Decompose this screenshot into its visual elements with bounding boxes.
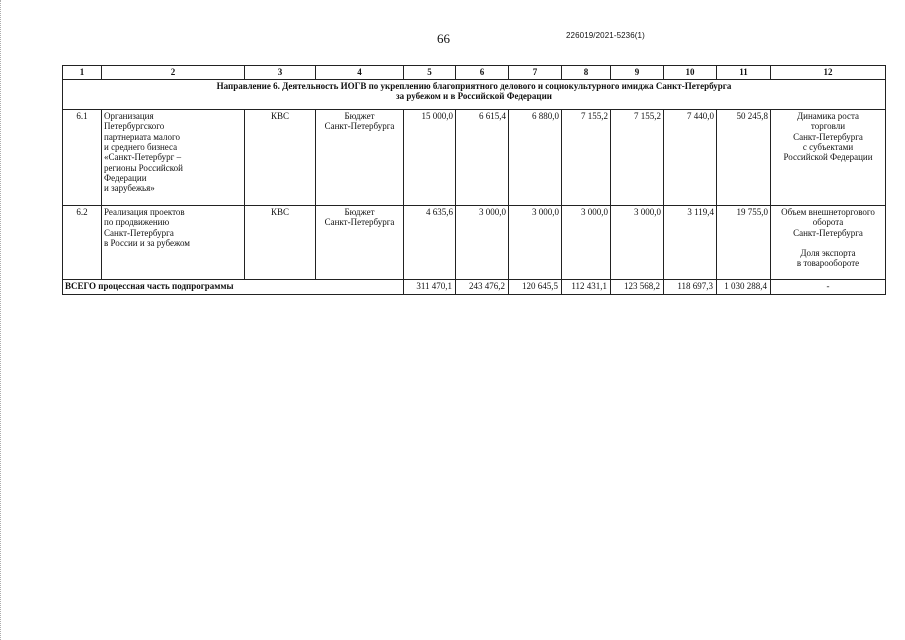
text-line: с субъектами — [802, 142, 854, 153]
value-cell: 3 000,0 — [562, 206, 611, 280]
row-number: 6.1 — [63, 110, 102, 206]
total-row — [63, 280, 886, 295]
activity-name — [102, 206, 245, 280]
text-line: Федерации — [104, 173, 147, 184]
text-line: Санкт-Петербурга — [793, 131, 863, 142]
column-header: 2 — [102, 66, 245, 80]
text-line: регионы Российской — [104, 162, 183, 173]
direction-title-line: Направление 6. Деятельность ИОГВ по укреплению благоприятного делового и социокультурного имиджа Санкт-Петербурга — [216, 81, 732, 91]
column-header: 8 — [562, 66, 611, 80]
funding-source — [316, 206, 404, 280]
total-label: ВСЕГО процессная часть подпрограммы — [63, 280, 404, 295]
value-cell: 19 755,0 — [717, 206, 771, 280]
text-line: оборота — [812, 217, 844, 228]
column-number-row — [63, 66, 886, 80]
text-line: торговли — [810, 121, 846, 132]
text-line — [773, 238, 883, 248]
table-row — [63, 110, 886, 206]
text-line: Бюджет — [344, 111, 375, 121]
value-cell: 3 000,0 — [456, 206, 509, 280]
value-cell: 15 000,0 — [404, 110, 456, 206]
total-value: 112 431,1 — [562, 280, 611, 295]
text-line: Объем внешнеторгового — [781, 207, 875, 217]
text-line: Петербургского — [104, 121, 165, 132]
column-header: 3 — [245, 66, 316, 80]
text-line: и среднего бизнеса — [104, 142, 178, 153]
text-line: и зарубежья» — [104, 183, 155, 194]
text-line: по продвижению — [104, 217, 170, 228]
text-line: Динамика роста — [796, 111, 859, 121]
value-cell: 7 155,2 — [611, 110, 664, 206]
text-line: Санкт-Петербурга — [793, 227, 863, 238]
page-number: 66 — [437, 31, 450, 46]
total-indicator: - — [771, 280, 886, 295]
total-value: 123 568,2 — [611, 280, 664, 295]
indicator — [771, 110, 886, 206]
direction-title-line: за рубежом и в Российской Федерации — [396, 91, 552, 102]
column-header: 7 — [509, 66, 562, 80]
text-line: «Санкт-Петербург – — [104, 152, 182, 163]
value-cell: 3 000,0 — [509, 206, 562, 280]
column-header: 11 — [717, 66, 771, 80]
column-header: 9 — [611, 66, 664, 80]
total-value: 120 645,5 — [509, 280, 562, 295]
text-line: партнериата малого — [104, 131, 180, 142]
value-cell: 7 155,2 — [562, 110, 611, 206]
text-line: Санкт-Петербурга — [324, 121, 395, 132]
executor: КВС — [245, 206, 316, 280]
text-line: Доля экспорта — [800, 248, 856, 259]
text-line: в товарообороте — [796, 258, 860, 269]
text-line: Российской Федерации — [783, 152, 873, 163]
indicator — [771, 206, 886, 280]
activity-name — [102, 110, 245, 206]
column-header: 10 — [664, 66, 717, 80]
value-cell: 50 245,8 — [717, 110, 771, 206]
row-number: 6.2 — [63, 206, 102, 280]
text-line: Бюджет — [344, 207, 375, 217]
value-cell: 7 440,0 — [664, 110, 717, 206]
text-line: Санкт-Петербурга — [104, 227, 174, 238]
value-cell: 6 615,4 — [456, 110, 509, 206]
total-value: 243 476,2 — [456, 280, 509, 295]
value-cell: 6 880,0 — [509, 110, 562, 206]
funding-source — [316, 110, 404, 206]
column-header: 6 — [456, 66, 509, 80]
executor: КВС — [245, 110, 316, 206]
column-header: 5 — [404, 66, 456, 80]
total-value: 1 030 288,4 — [717, 280, 771, 295]
value-cell: 3 000,0 — [611, 206, 664, 280]
value-cell: 4 635,6 — [404, 206, 456, 280]
text-line: Реализация проектов — [104, 207, 185, 217]
document-id: 226019/2021-5236(1) — [566, 31, 645, 40]
program-table — [62, 65, 886, 295]
text-line: Санкт-Петербурга — [324, 217, 395, 228]
total-value: 118 697,3 — [664, 280, 717, 295]
scan-edge — [0, 0, 4, 640]
column-header: 4 — [316, 66, 404, 80]
column-header: 1 — [63, 66, 102, 80]
text-line: в России и за рубежом — [104, 238, 190, 249]
direction-row — [63, 80, 886, 110]
column-header: 12 — [771, 66, 886, 80]
total-value: 311 470,1 — [404, 280, 456, 295]
text-line: Организация — [104, 111, 154, 121]
table-row — [63, 206, 886, 280]
direction-title — [63, 80, 886, 110]
value-cell: 3 119,4 — [664, 206, 717, 280]
